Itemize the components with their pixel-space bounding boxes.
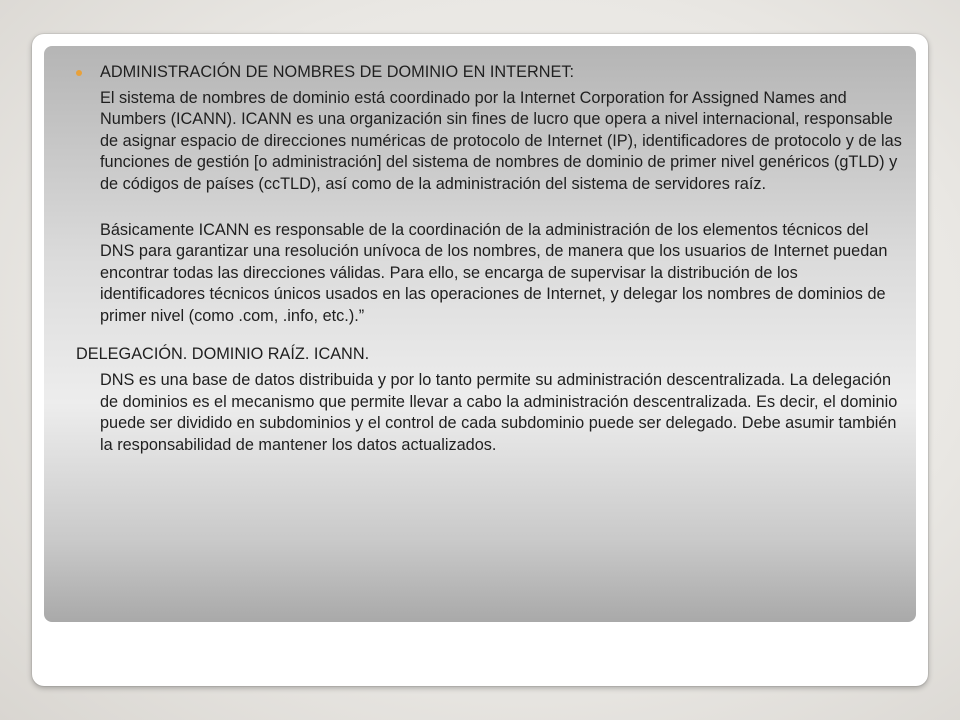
paragraph-icann-responsibility: Básicamente ICANN es responsable de la coordinación de la administración de los elementos técnicos del DNS para garantizar una resolución unívoca de los nombres, de manera que los usuarios de Internet puedan encontrar todas las direcciones válidas. Para ello, se encarga de supervisar la distribución de los identificadores técnicos únicos usados en las operaciones de Internet, y delegar los nombres de dominios de primer nivel (como .com, .info, etc.).” [100,220,888,325]
bullet-heading-row [76,62,906,84]
paragraph-dns-delegation: DNS es una base de datos distribuida y por lo tanto permite su administración descentralizada. La delegación de dominios es el mecanismo que permite llevar a cabo la administración descentralizada. Es decir, el dominio puede ser dividido en subdominios y el control de cada subdominio puede ser delegado. Debe asumir también la responsabilidad de mantener los datos actualizados. [100,371,898,454]
spacer [76,328,906,344]
paragraph-icann-overview: El sistema de nombres de dominio está coordinado por la Internet Corporation for Assigned Names and Numbers (ICANN). ICANN es una organización sin fines de lucro que opera a nivel internacional, responsable de asignar espacio de direcciones numéricas de protocolo de Internet (IP), identificadores de protocolo y de las funciones de gestión [o administración] del sistema de nombres de dominio de primer nivel genéricos (gTLD) y de códigos de países (ccTLD), así como de la administración del sistema de servidores raíz. [100,88,902,193]
bullet-dot-icon [76,70,82,76]
heading-delegacion: DELEGACIÓN. DOMINIO RAÍZ. ICANN. [76,344,370,363]
spacer [76,196,906,220]
heading-administracion: ADMINISTRACIÓN DE NOMBRES DE DOMINIO EN INTERNET: [100,63,574,81]
slide-text-frame [76,62,906,457]
